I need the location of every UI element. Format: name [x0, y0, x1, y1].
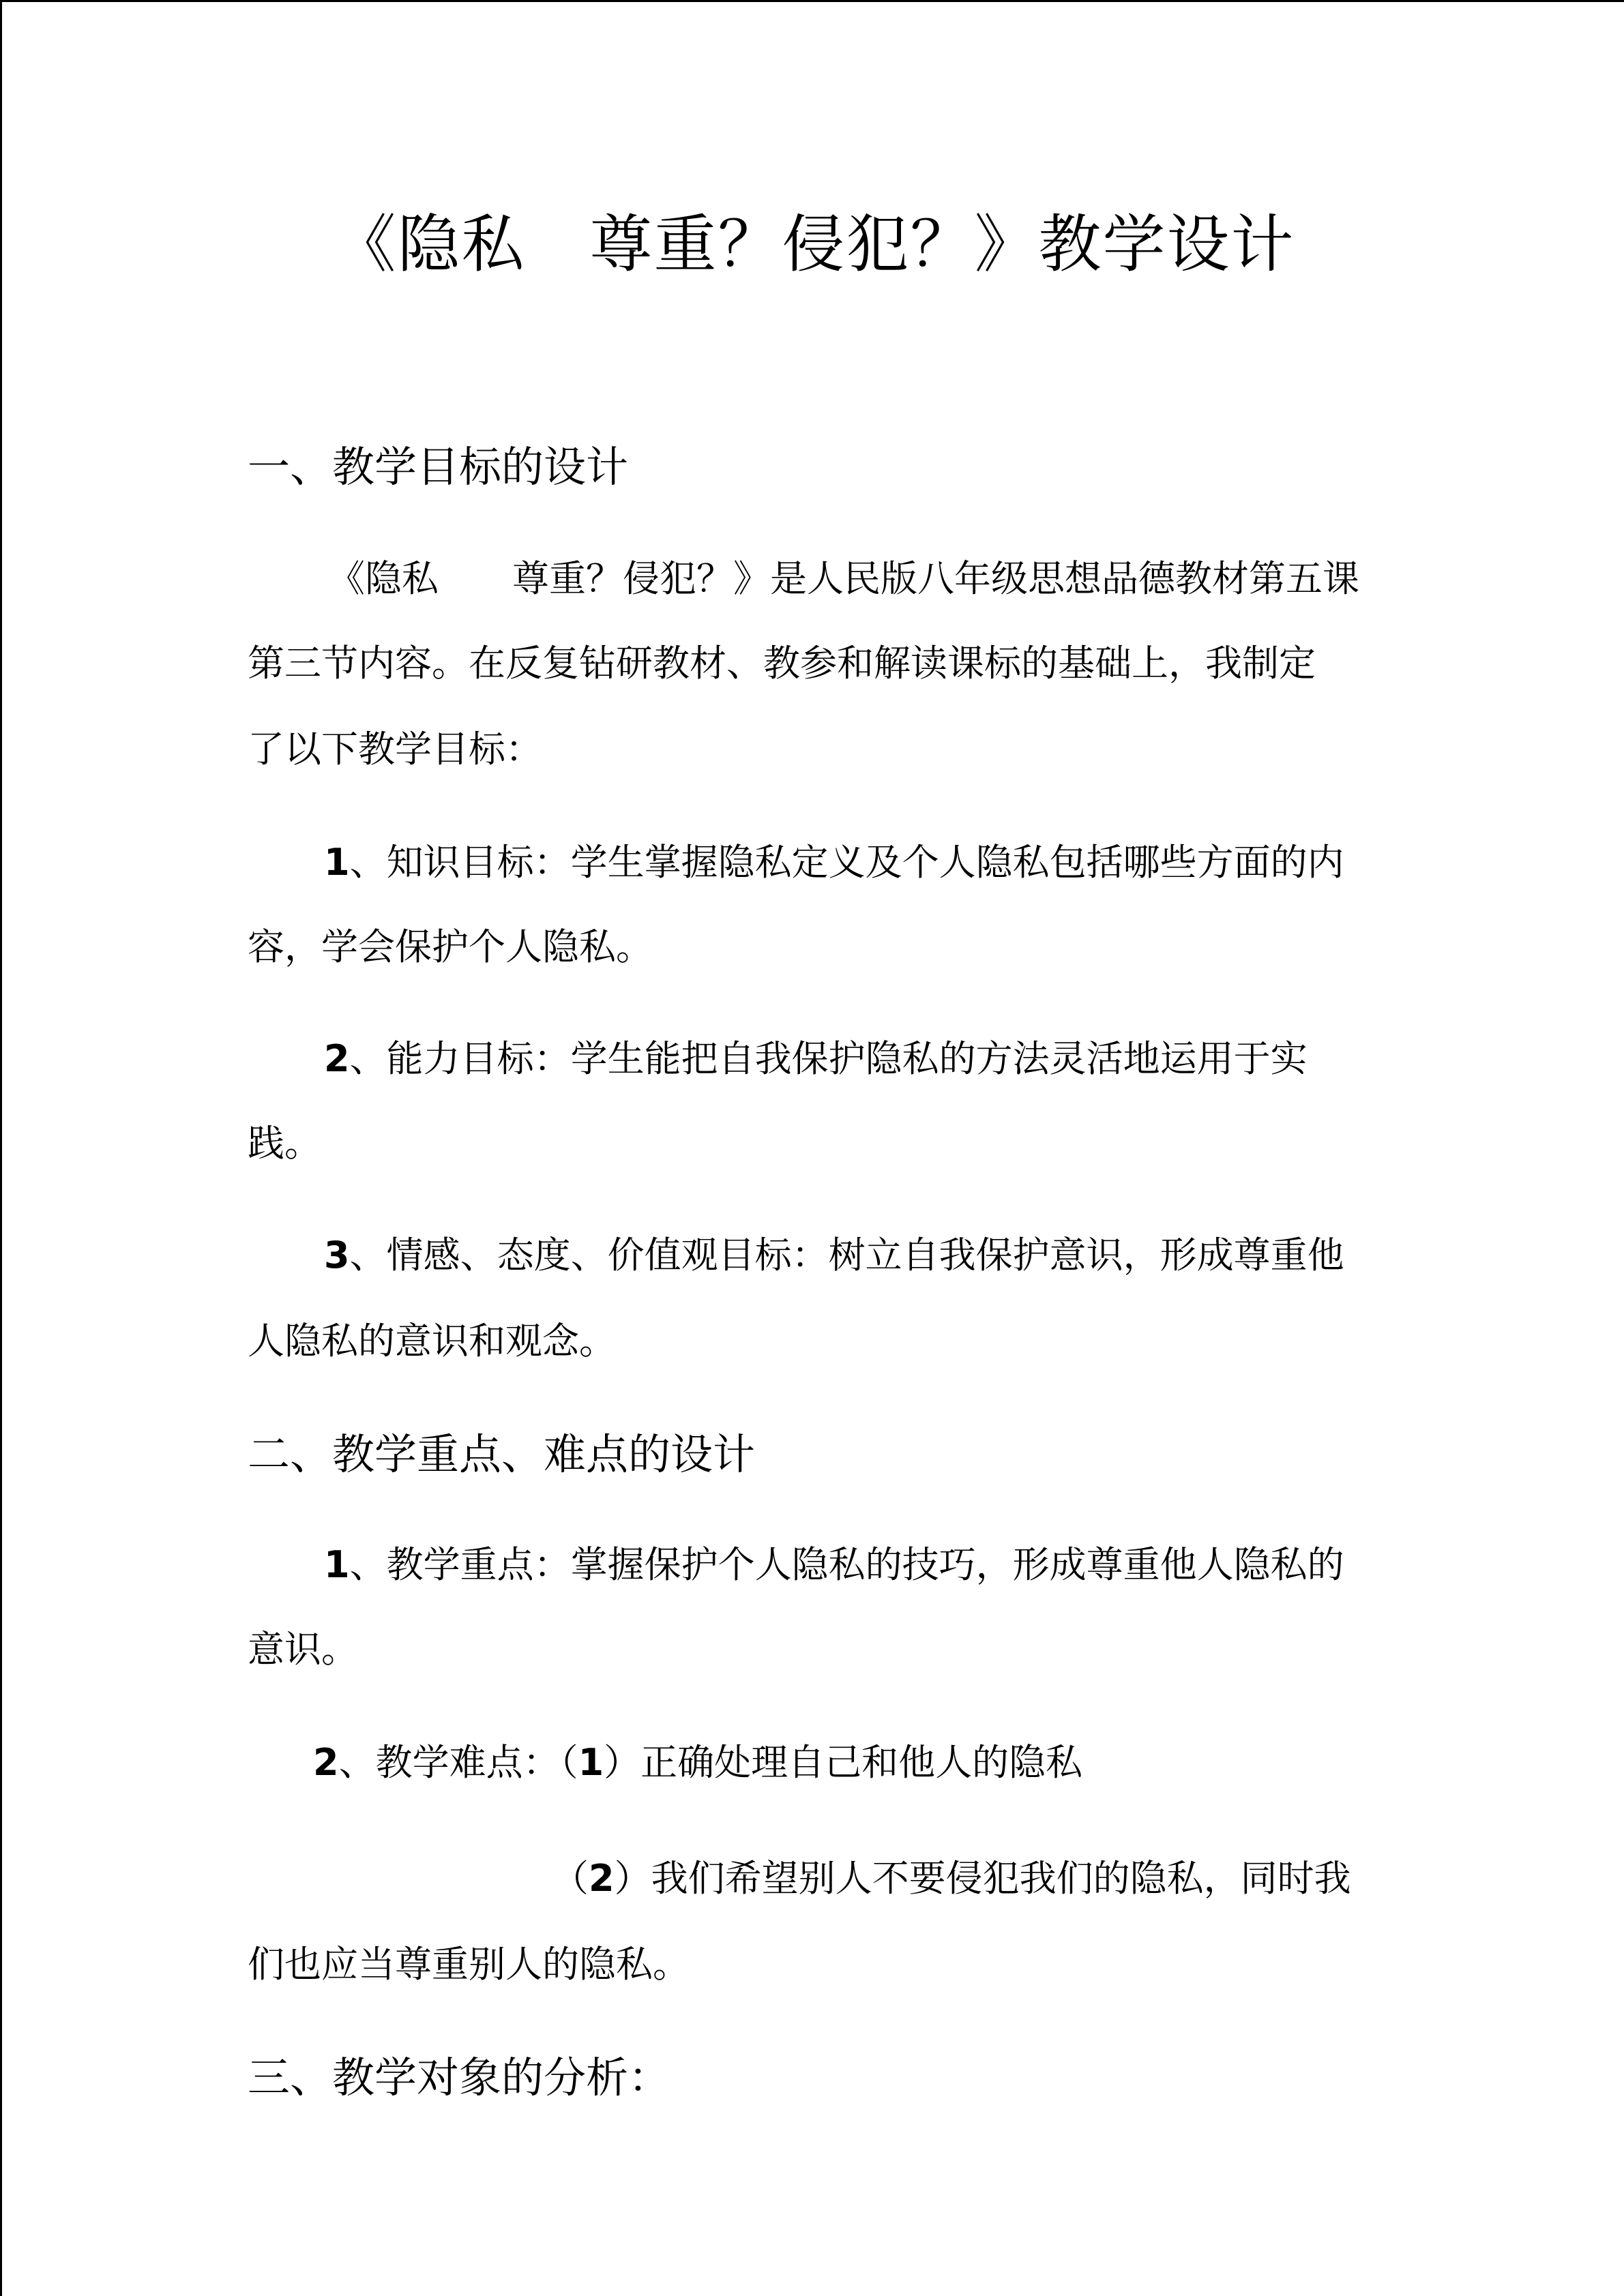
- key-point-text: 、教学重点：掌握保护个人隐私的技巧，形成尊重他人隐私的: [349, 1543, 1344, 1586]
- section-heading-key-points: 二、教学重点、难点的设计: [248, 1429, 756, 1479]
- difficulty-line-1: [313, 1738, 1082, 1787]
- section-heading-audience: 三、教学对象的分析：: [248, 2053, 671, 2102]
- difficulty-sub2-line-2: 们也应当尊重别人的隐私。: [248, 1943, 690, 1986]
- goal-ability-number: 2: [324, 1037, 350, 1080]
- difficulty-sub2-text: ）我们希望别人不要侵犯我们的隐私，同时我: [614, 1857, 1351, 1900]
- goal-ability-line-2: 践。: [248, 1122, 321, 1165]
- section-heading-goals: 一、教学目标的设计: [248, 442, 629, 492]
- difficulty-sub1-text: ）正确处理自己和他人的隐私: [604, 1741, 1083, 1784]
- key-point-number: 1: [324, 1543, 350, 1586]
- goal-attitude-line-1: [324, 1231, 1344, 1280]
- intro-paragraph-line-2: 第三节内容。在反复钻研教材、教参和解读课标的基础上，我制定: [248, 642, 1316, 685]
- difficulty-number: 2: [313, 1741, 339, 1784]
- intro-paragraph-line-1: 《隐私 尊重？侵犯？》是人民版八年级思想品德教材第五课: [328, 557, 1359, 600]
- goal-knowledge-line-2: 容，学会保护个人隐私。: [248, 925, 653, 968]
- goal-knowledge-number: 1: [324, 841, 350, 884]
- difficulty-sub2-number: 2: [589, 1857, 615, 1900]
- goal-attitude-text: 、情感、态度、价值观目标：树立自我保护意识，形成尊重他: [349, 1234, 1344, 1277]
- goal-ability-text: 、能力目标：学生能把自我保护隐私的方法灵活地运用于实: [349, 1037, 1308, 1080]
- key-point-line-1: [324, 1540, 1344, 1590]
- goal-attitude-number: 3: [324, 1234, 350, 1277]
- goal-attitude-line-2: 人隐私的意识和观念。: [248, 1320, 616, 1362]
- key-point-line-2: 意识。: [248, 1628, 358, 1671]
- document-title: 《隐私 尊重？侵犯？》教学设计: [333, 208, 1295, 281]
- goal-knowledge-text: 、知识目标：学生掌握隐私定义及个人隐私包括哪些方面的内: [349, 841, 1344, 884]
- difficulty-sub1-number: 1: [578, 1741, 604, 1784]
- difficulty-sub2-line-1: [552, 1854, 1351, 1903]
- difficulty-label: 、教学难点：（: [338, 1741, 578, 1784]
- goal-knowledge-line-1: [324, 838, 1344, 887]
- difficulty-sub2-open-paren: （: [552, 1857, 589, 1900]
- goal-ability-line-1: [324, 1034, 1308, 1084]
- intro-paragraph-line-3: 了以下教学目标：: [248, 728, 542, 771]
